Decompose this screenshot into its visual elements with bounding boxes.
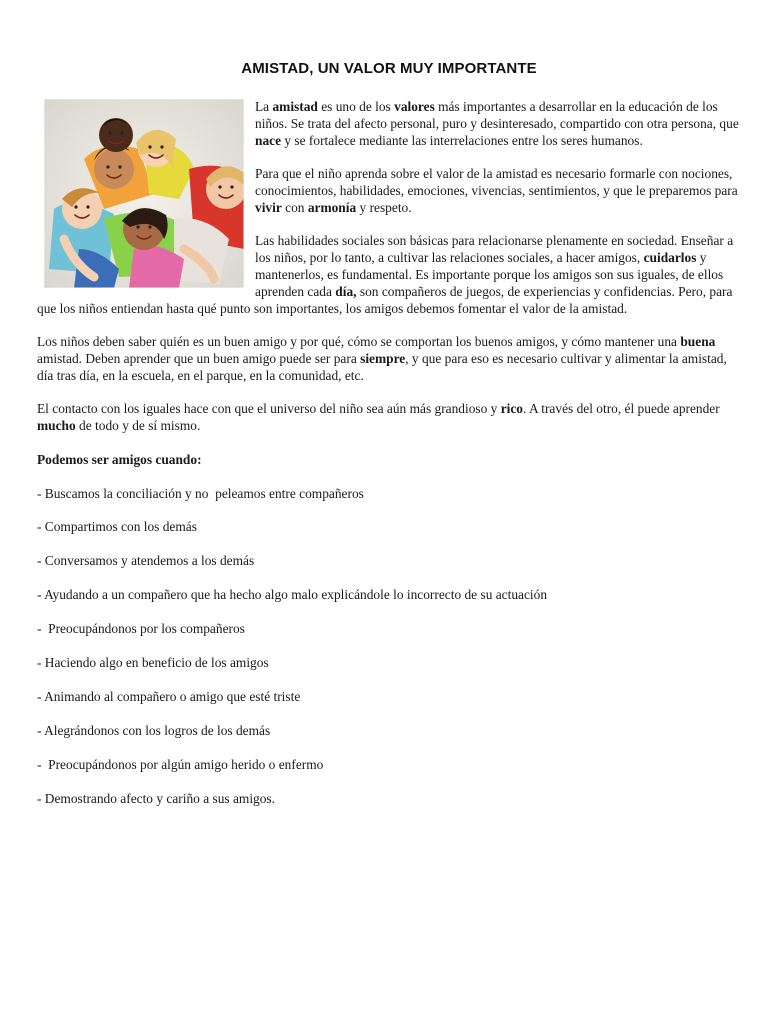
list-item: - Animando al compañero o amigo que esté triste	[37, 688, 301, 704]
paragraph-5: El contacto con los iguales hace con que el universo del niño sea aún más grandioso y rico. A través del otro, él puede aprender mucho de todo y de sí mismo.	[37, 401, 720, 434]
image-text-wrap-spacer	[37, 99, 255, 292]
document-title: AMISTAD, UN VALOR MUY IMPORTANTE	[241, 60, 537, 77]
list-item: - Ayudando a un compañero que ha hecho algo malo explicándole lo incorrecto de su actuación	[37, 587, 548, 603]
list-item: - Buscamos la conciliación y no peleamos entre compañeros	[37, 485, 364, 501]
paragraph-4: Los niños deben saber quién es un buen amigo y por qué, cómo se comportan los buenos amigos, y cómo mantener una buena amistad. Deben aprender que un buen amigo puede ser para siempre, y que para eso es necesario cultivar y alimentar la amistad, día tras día, en la escuela, en el parque, en la comunidad, etc.	[37, 334, 727, 383]
list-item: - Preocupándonos por algún amigo herido o enfermo	[37, 756, 324, 772]
list-item: - Demostrando afecto y cariño a sus amigos.	[37, 790, 275, 806]
list-heading: Podemos ser amigos cuando:	[37, 451, 202, 467]
paragraph-3: Las habilidades sociales son básicas para relacionarse plenamente en sociedad. Enseñar a los niños, por lo tanto, a cultivar las relaciones sociales, a hacer amigos, cuidarlos y mantenerlos, es fundamental. Es importante porque los amigos son sus iguales, de ellos aprenden cada día, son compañeros de juegos, de experiencias y confidencias. Pero, para que los niños entiendan hasta qué punto son importantes, los amigos debemos fomentar el valor de la amistad.	[37, 233, 734, 316]
list-item: - Haciendo algo en beneficio de los amigos	[37, 654, 269, 670]
paragraph-1: La amistad es uno de los valores más importantes a desarrollar en la educación de los niños. Se trata del afecto personal, puro y desinteresado, compartido con otra persona, que nace y se fortalece mediante las interrelaciones entre los seres humanos.	[255, 99, 739, 148]
list-item: - Conversamos y atendemos a los demás	[37, 553, 255, 569]
list-item: - Preocupándonos por los compañeros	[37, 621, 245, 637]
list-item: - Alegrándonos con los logros de los demás	[37, 722, 271, 738]
paragraph-2: Para que el niño aprenda sobre el valor de la amistad es necesario formarle con nociones, conocimientos, habilidades, emociones, vivencias, sentimientos, y que le preparemos para vivir con armonía y respeto.	[255, 166, 738, 215]
friendship-list	[37, 486, 740, 808]
list-item: - Compartimos con los demás	[37, 519, 197, 535]
document-body	[37, 99, 740, 824]
